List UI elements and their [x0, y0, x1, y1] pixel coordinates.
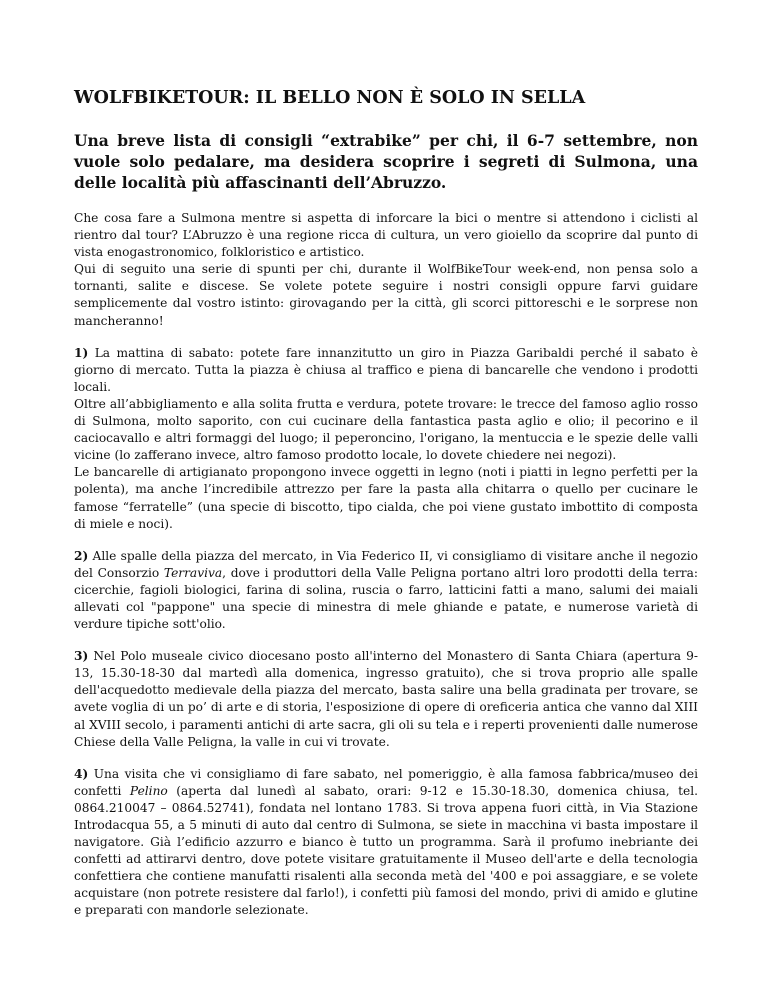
item-2-italic: Terraviva [163, 565, 223, 580]
item-1-text: La mattina di sabato: potete fare innanzitutto un giro in Piazza Garibaldi perché il sabato è giorno di mercato. Tutta la piazza è chiusa al traffico e piena di bancarelle che vendono i prodotti locali. [74, 345, 699, 394]
item-1-paragraph-3: Le bancarelle di artigianato propongono invece oggetti in legno (noti i piatti in legno perfetti per la polenta), ma anche l’incredibile attrezzo per fare la pasta alla chitarra o quello per cucinare le famose “ferratelle” (una specie di biscotto, tipo cialda, che poi viene gustato imbottito di composta di miele e noci). [74, 465, 698, 531]
intro-paragraph-1: Che cosa fare a Sulmona mentre si aspetta di inforcare la bici o mentre si attendono i ciclisti al rientro dal tour? L’Abruzzo è una regione ricca di cultura, un vero gioiello da scoprire dal punto di vista enogastronomico, folkloristico e artistico. [74, 211, 698, 260]
item-2-text-before: Alle spalle della piazza del mercato, in Via Federico II, vi consigliamo di visitare anche il negozio del Consorzio [74, 548, 698, 580]
item-4-text-after: (aperta dal lunedì al sabato, orari: 9-12 e 15.30-18.30, domenica chiusa, tel. 0864.210047 – 0864.52741), fondata nel lontano 1783. Si trova appena fuori città, in Via Stazione Introdacqua 55, a 5 minuti di auto dal centro di Sulmona, se siete in macchina vi basta impostare il navigatore. Già l’edificio azzurro e bianco è tutto un programma. Sarà il profumo inebriante dei confetti ad attirarvi dentro, dove potete visitare gratuitamente il Museo dell'arte e della tecnologia confettiera che contiene manufatti risalenti alla seconda metà del '400 e poi assaggiare, e se volete acquistare (non potrete resistere dal farlo!), i confetti più famosi del mondo, privi di amido e glutine e preparati con mandorle selezionate. [74, 783, 698, 918]
item-4-paragraph [74, 766, 698, 920]
item-3-paragraph [74, 648, 698, 751]
document-subtitle: Una breve lista di consigli “extrabike” per chi, il 6-7 settembre, non vuole solo pedalare, ma desidera scoprire i segreti di Sulmona, una delle località più affascinanti dell’Abruzzo. [74, 131, 698, 192]
item-1-paragraph-2: Oltre all’abbigliamento e alla solita frutta e verdura, potete trovare: le trecce del famoso aglio rosso di Sulmona, molto saporito, con cui cucinare della fantastica pasta aglio e olio; il pecorino e il caciocavallo e altri formaggi del luogo; il peperoncino, l'origano, la mentuccia e le spezie delle valli vicine (lo zafferano invece, altro famoso prodotto locale, lo dovete chiedere nei negozi). [74, 396, 698, 463]
item-1-paragraph [74, 345, 698, 396]
document-title: WOLFBIKETOUR: IL BELLO NON È SOLO IN SELLA [74, 88, 586, 108]
item-4-number: 4) [74, 766, 89, 781]
item-1-number: 1) [74, 345, 89, 360]
item-4-italic: Pelino [129, 783, 168, 798]
item-4-text-before: Una visita che vi consigliamo di fare sabato, nel pomeriggio, è alla famosa fabbrica/museo dei confetti [74, 766, 698, 798]
item-2-text-after: , dove i produttori della Valle Peligna portano altri loro prodotti della terra: cicerchie, fagioli biologici, farina di solina, ruscia o farro, latticini fatti a mano, salumi dei maiali allevati col "pappone" una specie di minestra di mele ghiande e patate, e numerose varietà di verdure tipiche sott'olio. [74, 565, 699, 632]
item-3-number: 3) [74, 649, 89, 664]
item-2-paragraph [74, 548, 698, 633]
item-2-number: 2) [74, 548, 89, 563]
item-3-text: Nel Polo museale civico diocesano posto all'interno del Monastero di Santa Chiara (apertura 9-13, 15.30-18-30 dal martedì alla domenica, ingresso gratuito), che si trova proprio alle spalle dell'acquedotto medievale della piazza del mercato, basta salire una bella gradinata per trovare, se avete voglia di un po’ di arte e di storia, l'esposizione di opere di oreficeria antica che vanno dal XIII al XVIII secolo, i paramenti antichi di arte sacra, gli oli su tela e i reperti provenienti dalle numerose Chiese della Valle Peligna, la valle in cui vi trovate. [74, 649, 699, 749]
intro-paragraph-2: Qui di seguito una serie di spunti per chi, durante il WolfBikeTour week-end, non pensa solo a tornanti, salite e discese. Se volete potete seguire i nostri consigli oppure farvi guidare semplicemente dal vostro istinto: girovagando per la città, gli scorci pittoreschi e le sorprese non mancheranno! [74, 262, 698, 328]
